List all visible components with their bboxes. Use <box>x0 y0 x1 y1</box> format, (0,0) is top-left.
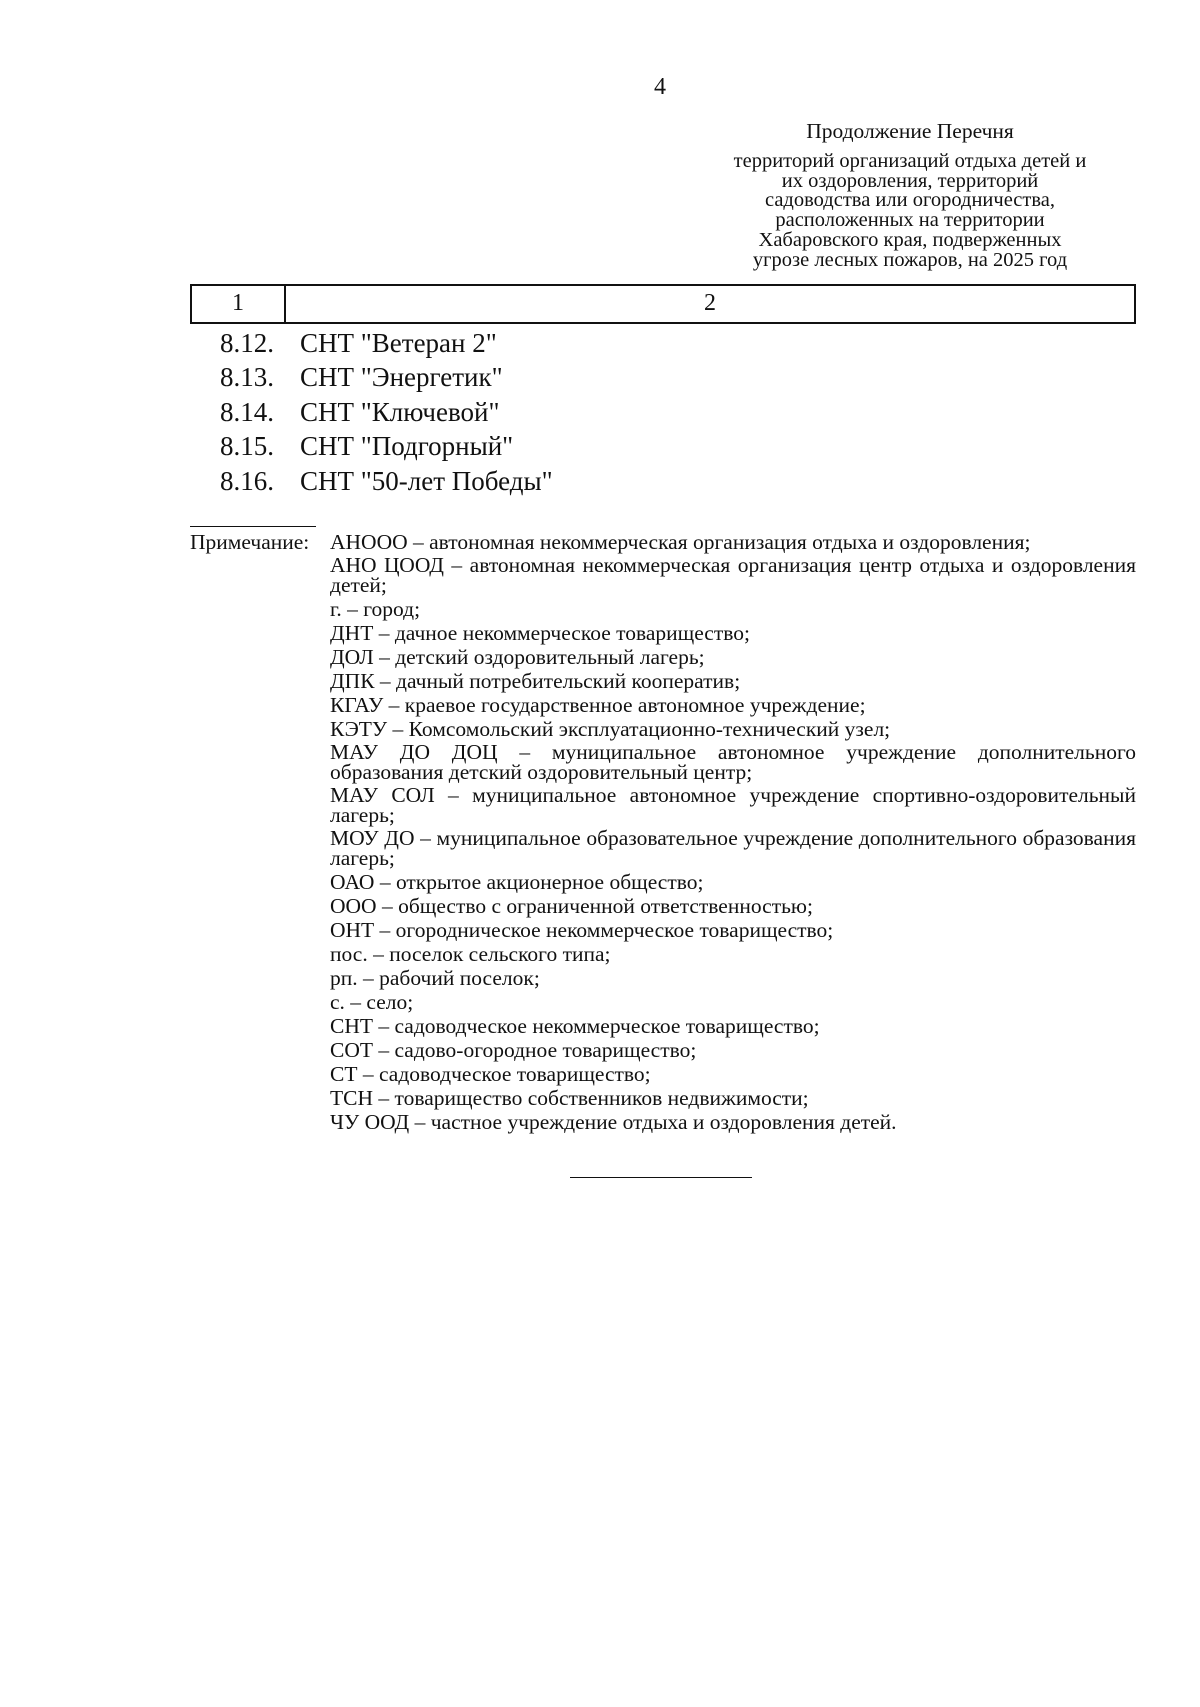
notes-section <box>190 530 1136 1134</box>
note-item: рп. – рабочий поселок; <box>330 966 540 990</box>
note-item: ООО – общество с ограниченной ответственностью; <box>330 894 813 918</box>
column-2-header: 2 <box>704 290 716 316</box>
note-item: АНО ЦООД – автономная некоммерческая организация центр отдыха и оздоровления детей; <box>330 553 1136 597</box>
heading-title: Продолжение Перечня <box>806 119 1014 143</box>
note-item: ДПК – дачный потребительский кооператив; <box>330 669 741 693</box>
table-column-header <box>190 284 1136 324</box>
column-1-header: 1 <box>192 286 286 322</box>
note-item: ДНТ – дачное некоммерческое товарищество; <box>330 621 750 645</box>
note-item: АНООО – автономная некоммерческая организация отдыха и оздоровления; <box>330 530 1031 554</box>
note-item: ОАО – открытое акционерное общество; <box>330 870 704 894</box>
entry-name: СНТ "Энергетик" <box>300 362 503 393</box>
note-item: ДОЛ – детский оздоровительный лагерь; <box>330 645 705 669</box>
note-item: ТСН – товарищество собственников недвижимости; <box>330 1086 809 1110</box>
note-item: СОТ – садово-огородное товарищество; <box>330 1038 697 1062</box>
notes-list <box>330 530 1136 1134</box>
heading-line: угрозе лесных пожаров, на 2025 год <box>752 248 1068 271</box>
table-row <box>190 464 553 499</box>
note-item: МОУ ДО – муниципальное образовательное учреждение дополнительного образования лагерь; <box>330 826 1136 870</box>
note-item: г. – город; <box>330 597 421 621</box>
table-row <box>190 361 553 396</box>
entry-name: СНТ "50-лет Победы" <box>300 465 553 496</box>
note-item: СТ – садоводческое товарищество; <box>330 1062 651 1086</box>
notes-label: Примечание: <box>190 530 310 554</box>
note-item: с. – село; <box>330 990 414 1014</box>
table-row <box>190 326 553 361</box>
note-item: КЭТУ – Комсомольский эксплуатационно-технический узел; <box>330 717 891 741</box>
entry-number: 8.16. <box>220 465 274 496</box>
entry-name: СНТ "Подгорный" <box>300 431 514 462</box>
end-divider <box>570 1177 752 1178</box>
entry-number: 8.13. <box>220 362 274 393</box>
entry-list <box>190 326 553 499</box>
heading-line: территорий организаций отдыха детей и <box>733 149 1087 172</box>
note-item: МАУ ДО ДОЦ – муниципальное автономное учреждение дополнительного образования детский оздоровительный центр; <box>330 740 1136 784</box>
table-row <box>190 430 553 465</box>
note-item: КГАУ – краевое государственное автономное учреждение; <box>330 693 866 717</box>
table-row <box>190 395 553 430</box>
entry-number: 8.14. <box>220 396 274 427</box>
document-heading <box>700 119 1120 271</box>
note-item: ОНТ – огородническое некоммерческое товарищество; <box>330 918 834 942</box>
note-item: МАУ СОЛ – муниципальное автономное учреждение спортивно-оздоровительный лагерь; <box>330 783 1136 827</box>
heading-line: садоводства или огородничества, <box>764 189 1056 212</box>
entry-number: 8.12. <box>220 327 274 358</box>
entry-name: СНТ "Ветеран 2" <box>300 327 497 358</box>
notes-divider <box>190 526 316 527</box>
heading-line: их оздоровления, территорий <box>781 169 1039 192</box>
note-item: ЧУ ООД – частное учреждение отдыха и оздоровления детей. <box>330 1110 897 1134</box>
note-item: СНТ – садоводческое некоммерческое товарищество; <box>330 1014 820 1038</box>
page-number: 4 <box>654 74 666 100</box>
heading-line: Хабаровского края, подверженных <box>758 228 1062 251</box>
heading-line: расположенных на территории <box>775 209 1045 232</box>
entry-name: СНТ "Ключевой" <box>300 396 500 427</box>
entry-number: 8.15. <box>220 431 274 462</box>
note-item: пос. – поселок сельского типа; <box>330 942 611 966</box>
